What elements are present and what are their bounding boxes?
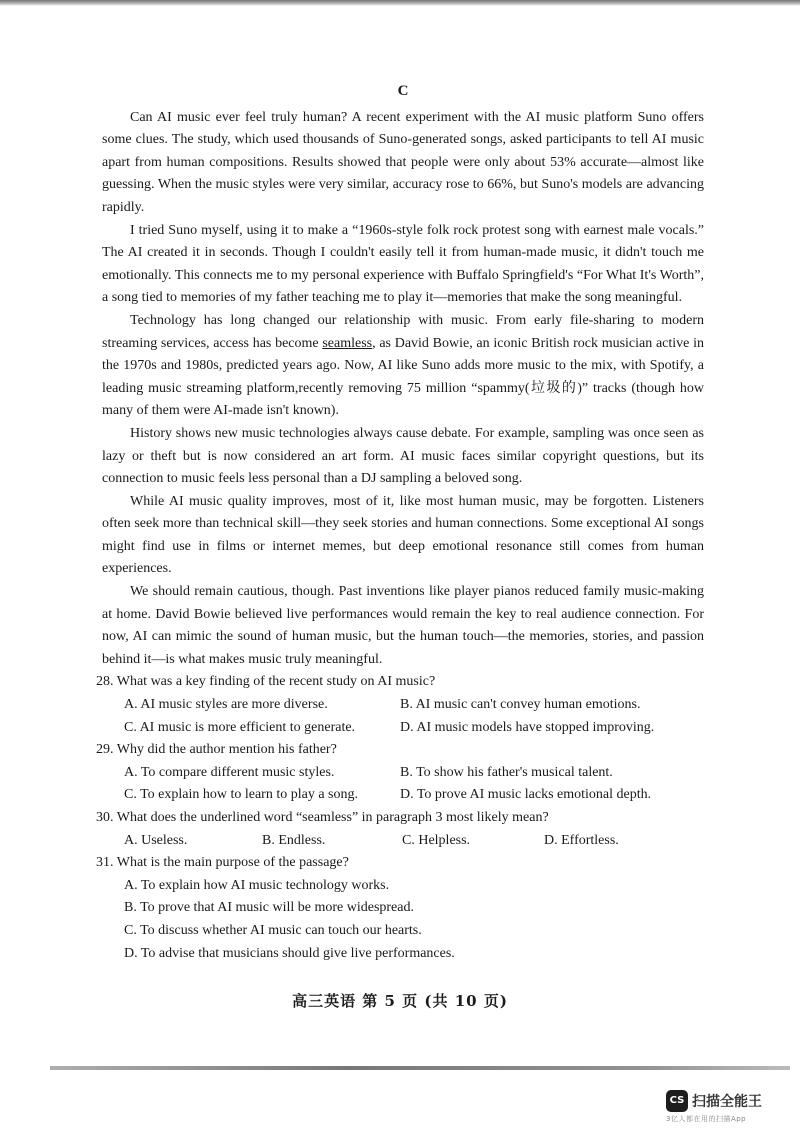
option-d: D. To prove AI music lacks emotional depth.	[400, 787, 652, 803]
option-group	[124, 875, 704, 965]
camscanner-icon: CS	[666, 1090, 688, 1112]
option-group	[124, 762, 704, 807]
option-d: D. AI music models have stopped improving.	[400, 719, 655, 735]
option-a: A. To compare different music styles.	[124, 764, 335, 780]
passage-paragraph-1: Can AI music ever feel truly human? A recent experiment with the AI music platform Suno offers some clues. The study, which used thousands of Suno-generated songs, asked participants to tell AI music apart from human compositions. Results showed that people were only about 53% accurate—almost like guessing. When the music styles were very similar, accuracy rose to 66%, but Suno's models are advancing rapidly.	[102, 109, 704, 215]
passage-paragraph-5: While AI music quality improves, most of it, like most human music, may be forgotten. Listeners often seek more than technical skill—they seek stories and human connections. Some exceptional AI songs might find use in films or internet memes, but deep emotional resonance still comes from human experiences.	[102, 493, 704, 577]
underlined-word-seamless: seamless	[322, 335, 373, 351]
option-a: A. To explain how AI music technology works.	[124, 877, 390, 893]
scan-bottom-edge	[50, 1066, 790, 1070]
question-stem: 31. What is the main purpose of the passage?	[96, 855, 349, 871]
question-stem: 29. Why did the author mention his father?	[96, 742, 337, 758]
option-group	[124, 694, 704, 739]
paragraph-3-text-after: , as David Bowie, an iconic British rock musician active in the 1970s and 1980s, predicted years ago. Now, AI like Suno adds more music to the mix, with Spotify, a leading music streaming platform,recently removing 75 million “spammy(垃圾的)” tracks (though how many of them were AI-made isn't known).	[102, 335, 704, 419]
scanner-watermark	[666, 1090, 786, 1124]
question-29	[96, 739, 704, 807]
passage-paragraph-4: History shows new music technologies always cause debate. For example, sampling was once seen as lazy or theft but is now considered an art form. AI music faces similar copyright questions, but its connection to music feels less personal than a DJ sampling a beloved song.	[102, 425, 704, 487]
page-footer: 高三英语 第 5 页 (共 10 页)	[292, 992, 508, 1010]
question-list	[96, 671, 704, 965]
option-c: C. Helpless.	[402, 832, 471, 848]
question-30	[96, 807, 704, 852]
option-group	[124, 830, 704, 853]
option-b: B. To show his father's musical talent.	[400, 764, 613, 780]
option-a: A. Useless.	[124, 832, 188, 848]
question-31	[96, 852, 704, 965]
passage-paragraph-2: I tried Suno myself, using it to make a “1960s-style folk rock protest song with earnest male vocals.” The AI created it in seconds. Though I couldn't easily tell it from human-made music, it didn't touch me emotionally. This connects me to my personal experience with Buffalo Springfield's “For What It's Worth”, a song tied to memories of my father teaching me to play it—memories that make the song meaningful.	[102, 222, 704, 306]
watermark-app-name: 扫描全能王	[692, 1094, 762, 1110]
option-c: C. To explain how to learn to play a song.	[124, 787, 359, 803]
passage-paragraph-3	[102, 310, 704, 423]
exam-page	[96, 80, 704, 965]
option-a: A. AI music styles are more diverse.	[124, 697, 328, 713]
option-c: C. To discuss whether AI music can touch our hearts.	[124, 922, 422, 938]
question-stem: 30. What does the underlined word “seamless” in paragraph 3 most likely mean?	[96, 810, 549, 825]
question-28	[96, 671, 704, 739]
passage-paragraph-6: We should remain cautious, though. Past inventions like player pianos reduced family music-making at home. David Bowie believed live performances would remain the key to real audience connection. For now, AI can mimic the sound of human music, but the human touch—the memories, stories, and passion behind it—is what makes music truly meaningful.	[102, 584, 704, 667]
option-b: B. To prove that AI music will be more widespread.	[124, 900, 414, 916]
question-stem: 28. What was a key finding of the recent study on AI music?	[96, 674, 436, 690]
option-b: B. Endless.	[262, 832, 326, 848]
option-d: D. Effortless.	[544, 832, 619, 848]
section-letter: C	[397, 83, 409, 99]
paragraph-3-text-before: Technology has long changed our relationship with music. From early file-sharing to modern streaming services, access has become	[102, 312, 704, 351]
scan-top-edge	[0, 0, 800, 6]
option-c: C. AI music is more efficient to generate.	[124, 719, 356, 735]
watermark-tagline: 3亿人都在用的扫描App	[666, 1115, 747, 1123]
option-d: D. To advise that musicians should give live performances.	[124, 945, 455, 961]
option-b: B. AI music can't convey human emotions.	[400, 697, 641, 713]
